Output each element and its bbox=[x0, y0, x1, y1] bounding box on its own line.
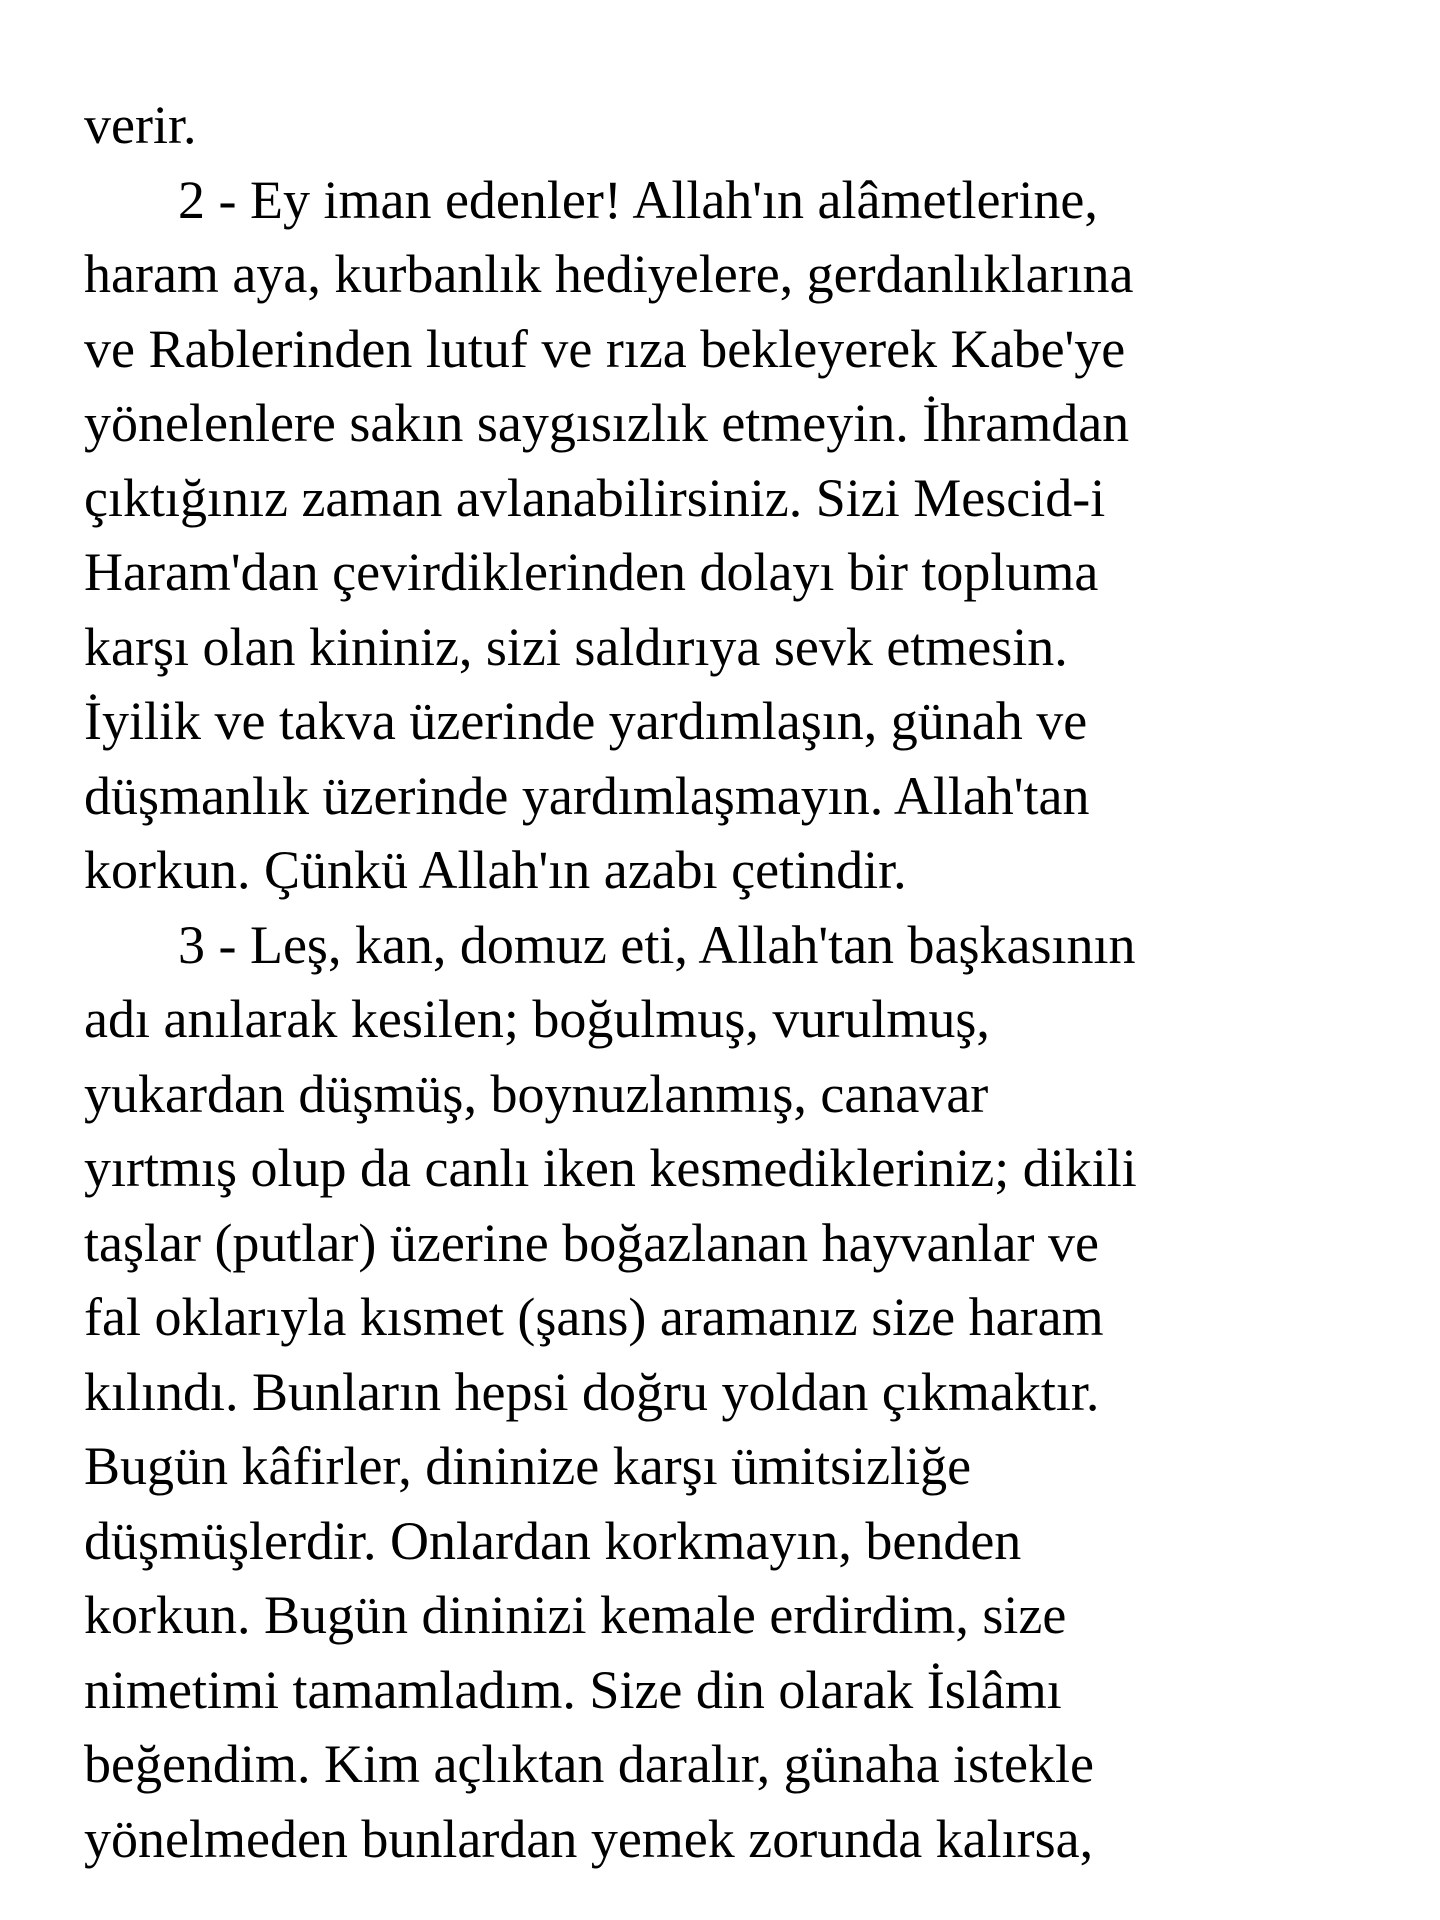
text-line: İyilik ve takva üzerinde yardımlaşın, günah ve bbox=[84, 691, 1088, 751]
text-line: verir. bbox=[84, 95, 197, 155]
document-page bbox=[84, 88, 1384, 1876]
text-line: nimetimi tamamladım. Size din olarak İslâmı bbox=[84, 1659, 1062, 1720]
text-line: yukardan düşmüş, boynuzlanmış, canavar bbox=[84, 1063, 989, 1124]
text-line: korkun. Bugün dininizi kemale erdirdim, size bbox=[84, 1585, 1067, 1645]
text-line: yönelmeden bunlardan yemek zorunda kalırsa, bbox=[84, 1808, 1094, 1869]
text-line: düşmüşlerdir. Onlardan korkmayın, benden bbox=[84, 1510, 1022, 1571]
text-line: karşı olan kininiz, sizi saldırıya sevk etmesin. bbox=[84, 616, 1068, 677]
text-line: taşlar (putlar) üzerine boğazlanan hayvanlar ve bbox=[84, 1212, 1099, 1273]
text-line: ve Rablerinden lutuf ve rıza bekleyerek Kabe'ye bbox=[84, 318, 1126, 379]
text-line: kılındı. Bunların hepsi doğru yoldan çıkmaktır. bbox=[84, 1361, 1100, 1422]
text-line: çıktığınız zaman avlanabilirsiniz. Sizi Mescid-i bbox=[84, 467, 1106, 528]
text-line: yırtmış olup da canlı iken kesmedikleriniz; dikili bbox=[84, 1138, 1137, 1198]
text-line: adı anılarak kesilen; boğulmuş, vurulmuş, bbox=[84, 989, 990, 1049]
text-line: korkun. Çünkü Allah'ın azabı çetindir. bbox=[84, 840, 907, 900]
text-line: düşmanlık üzerinde yardımlaşmayın. Allah'tan bbox=[84, 765, 1090, 826]
text-line: haram aya, kurbanlık hediyelere, gerdanlıklarına bbox=[84, 244, 1134, 304]
text-line: yönelenlere sakın saygısızlık etmeyin. İhramdan bbox=[84, 393, 1130, 453]
text-line: Haram'dan çevirdiklerinden dolayı bir topluma bbox=[84, 542, 1099, 602]
text-line: beğendim. Kim açlıktan daralır, günaha istekle bbox=[84, 1734, 1094, 1794]
text-line: fal oklarıyla kısmet (şans) aramanız size haram bbox=[84, 1287, 1104, 1347]
text-line: Bugün kâfirler, dininize karşı ümitsizliğe bbox=[84, 1436, 972, 1496]
verse-2-start: 2 - Ey iman edenler! Allah'ın alâmetlerine, bbox=[178, 169, 1098, 230]
verse-3-start: 3 - Leş, kan, domuz eti, Allah'tan başkasının bbox=[178, 914, 1136, 975]
